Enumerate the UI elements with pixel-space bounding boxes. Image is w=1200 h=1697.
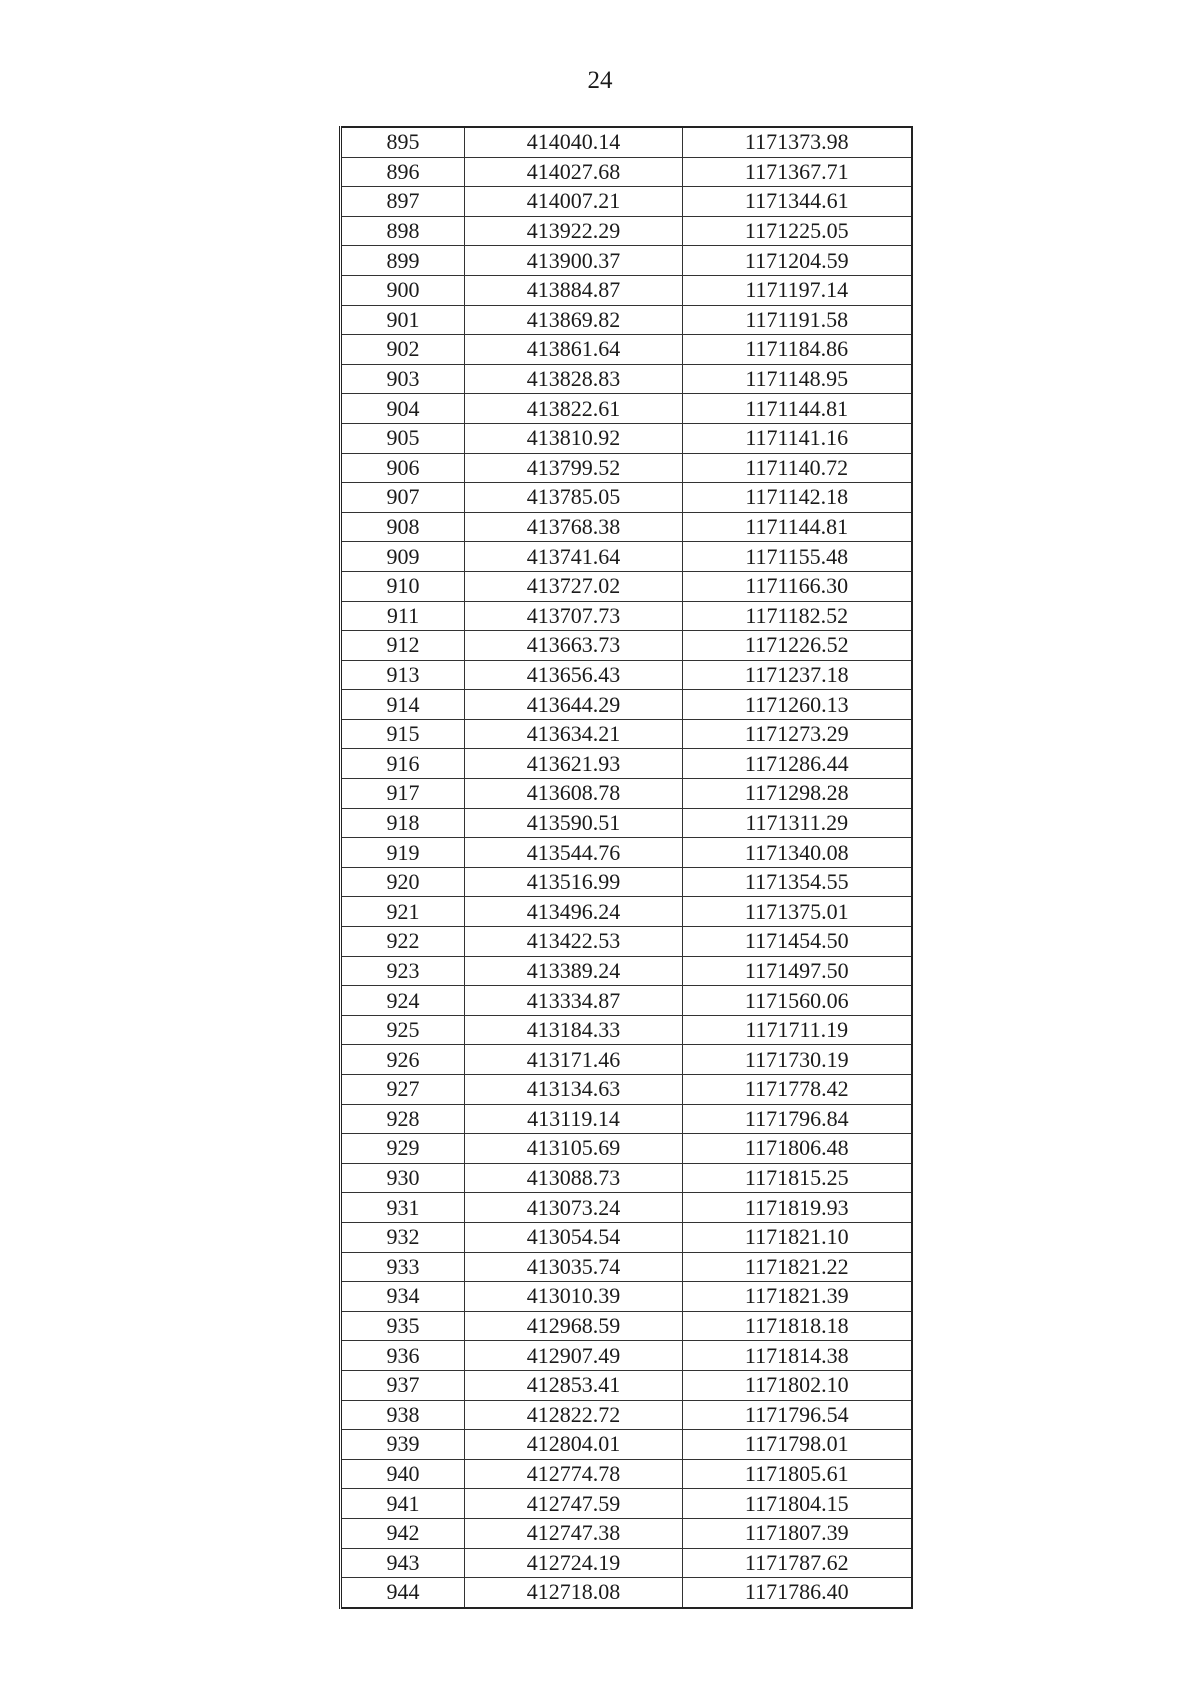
table-row (341, 1459, 912, 1489)
y-coordinate-cell: 1171367.71 (683, 157, 912, 187)
x-coordinate-cell: 413516.99 (465, 867, 683, 897)
y-coordinate-cell: 1171802.10 (683, 1370, 912, 1400)
y-coordinate-cell: 1171804.15 (683, 1489, 912, 1519)
table-row (341, 1370, 912, 1400)
y-coordinate-cell: 1171711.19 (683, 1015, 912, 1045)
point-number-cell: 901 (341, 305, 465, 335)
point-number-cell: 912 (341, 631, 465, 661)
table-row (341, 897, 912, 927)
y-coordinate-cell: 1171140.72 (683, 453, 912, 483)
point-number-cell: 943 (341, 1548, 465, 1578)
table-row (341, 394, 912, 424)
y-coordinate-cell: 1171286.44 (683, 749, 912, 779)
point-number-cell: 925 (341, 1015, 465, 1045)
point-number-cell: 898 (341, 216, 465, 246)
table-row (341, 1015, 912, 1045)
x-coordinate-cell: 412718.08 (465, 1578, 683, 1608)
point-number-cell: 928 (341, 1104, 465, 1134)
x-coordinate-cell: 413171.46 (465, 1045, 683, 1075)
y-coordinate-cell: 1171354.55 (683, 867, 912, 897)
y-coordinate-cell: 1171796.84 (683, 1104, 912, 1134)
table-row (341, 1489, 912, 1519)
table-row (341, 867, 912, 897)
x-coordinate-cell: 413861.64 (465, 335, 683, 365)
y-coordinate-cell: 1171184.86 (683, 335, 912, 365)
y-coordinate-cell: 1171191.58 (683, 305, 912, 335)
point-number-cell: 903 (341, 364, 465, 394)
point-number-cell: 920 (341, 867, 465, 897)
y-coordinate-cell: 1171821.10 (683, 1222, 912, 1252)
x-coordinate-cell: 413010.39 (465, 1282, 683, 1312)
y-coordinate-cell: 1171806.48 (683, 1134, 912, 1164)
x-coordinate-cell: 413785.05 (465, 483, 683, 513)
point-number-cell: 897 (341, 187, 465, 217)
y-coordinate-cell: 1171560.06 (683, 986, 912, 1016)
y-coordinate-cell: 1171375.01 (683, 897, 912, 927)
x-coordinate-cell: 413334.87 (465, 986, 683, 1016)
y-coordinate-cell: 1171373.98 (683, 127, 912, 157)
table-row (341, 779, 912, 809)
table-row (341, 1193, 912, 1223)
table-row (341, 1134, 912, 1164)
point-number-cell: 938 (341, 1400, 465, 1430)
y-coordinate-cell: 1171141.16 (683, 423, 912, 453)
point-number-cell: 927 (341, 1075, 465, 1105)
point-number-cell: 936 (341, 1341, 465, 1371)
y-coordinate-cell: 1171144.81 (683, 512, 912, 542)
y-coordinate-cell: 1171298.28 (683, 779, 912, 809)
table-row (341, 571, 912, 601)
point-number-cell: 939 (341, 1430, 465, 1460)
table-row (341, 453, 912, 483)
y-coordinate-cell: 1171815.25 (683, 1163, 912, 1193)
point-number-cell: 914 (341, 690, 465, 720)
y-coordinate-cell: 1171821.22 (683, 1252, 912, 1282)
x-coordinate-cell: 413663.73 (465, 631, 683, 661)
y-coordinate-cell: 1171260.13 (683, 690, 912, 720)
table-row (341, 423, 912, 453)
x-coordinate-cell: 413900.37 (465, 246, 683, 276)
x-coordinate-cell: 413869.82 (465, 305, 683, 335)
table-row (341, 1430, 912, 1460)
point-number-cell: 935 (341, 1311, 465, 1341)
table-row (341, 749, 912, 779)
x-coordinate-cell: 413590.51 (465, 808, 683, 838)
y-coordinate-cell: 1171166.30 (683, 571, 912, 601)
x-coordinate-cell: 412724.19 (465, 1548, 683, 1578)
x-coordinate-cell: 413727.02 (465, 571, 683, 601)
table-row (341, 1311, 912, 1341)
table-row (341, 719, 912, 749)
y-coordinate-cell: 1171142.18 (683, 483, 912, 513)
y-coordinate-cell: 1171819.93 (683, 1193, 912, 1223)
point-number-cell: 908 (341, 512, 465, 542)
table-row (341, 1282, 912, 1312)
x-coordinate-cell: 413822.61 (465, 394, 683, 424)
coordinates-table (339, 126, 913, 1609)
point-number-cell: 922 (341, 927, 465, 957)
point-number-cell: 919 (341, 838, 465, 868)
table-row (341, 542, 912, 572)
x-coordinate-cell: 413799.52 (465, 453, 683, 483)
x-coordinate-cell: 413768.38 (465, 512, 683, 542)
y-coordinate-cell: 1171182.52 (683, 601, 912, 631)
table-row (341, 1400, 912, 1430)
x-coordinate-cell: 413810.92 (465, 423, 683, 453)
point-number-cell: 909 (341, 542, 465, 572)
y-coordinate-cell: 1171273.29 (683, 719, 912, 749)
x-coordinate-cell: 413608.78 (465, 779, 683, 809)
point-number-cell: 933 (341, 1252, 465, 1282)
table-row (341, 364, 912, 394)
y-coordinate-cell: 1171807.39 (683, 1518, 912, 1548)
x-coordinate-cell: 413741.64 (465, 542, 683, 572)
table-row (341, 956, 912, 986)
table-row (341, 1222, 912, 1252)
point-number-cell: 929 (341, 1134, 465, 1164)
x-coordinate-cell: 413054.54 (465, 1222, 683, 1252)
point-number-cell: 896 (341, 157, 465, 187)
table-row (341, 690, 912, 720)
x-coordinate-cell: 414007.21 (465, 187, 683, 217)
point-number-cell: 907 (341, 483, 465, 513)
y-coordinate-cell: 1171805.61 (683, 1459, 912, 1489)
y-coordinate-cell: 1171796.54 (683, 1400, 912, 1430)
x-coordinate-cell: 413634.21 (465, 719, 683, 749)
x-coordinate-cell: 413644.29 (465, 690, 683, 720)
table-row (341, 1075, 912, 1105)
table-row (341, 1045, 912, 1075)
table-row (341, 986, 912, 1016)
point-number-cell: 930 (341, 1163, 465, 1193)
x-coordinate-cell: 412907.49 (465, 1341, 683, 1371)
x-coordinate-cell: 413088.73 (465, 1163, 683, 1193)
y-coordinate-cell: 1171144.81 (683, 394, 912, 424)
x-coordinate-cell: 413422.53 (465, 927, 683, 957)
x-coordinate-cell: 413884.87 (465, 275, 683, 305)
y-coordinate-cell: 1171786.40 (683, 1578, 912, 1608)
x-coordinate-cell: 412747.59 (465, 1489, 683, 1519)
page-number: 24 (587, 67, 613, 94)
x-coordinate-cell: 413496.24 (465, 897, 683, 927)
point-number-cell: 895 (341, 127, 465, 157)
point-number-cell: 926 (341, 1045, 465, 1075)
table-row (341, 1163, 912, 1193)
table-row (341, 808, 912, 838)
x-coordinate-cell: 414040.14 (465, 127, 683, 157)
point-number-cell: 923 (341, 956, 465, 986)
x-coordinate-cell: 413828.83 (465, 364, 683, 394)
table-row (341, 1104, 912, 1134)
point-number-cell: 924 (341, 986, 465, 1016)
x-coordinate-cell: 413544.76 (465, 838, 683, 868)
x-coordinate-cell: 412968.59 (465, 1311, 683, 1341)
x-coordinate-cell: 413105.69 (465, 1134, 683, 1164)
point-number-cell: 937 (341, 1370, 465, 1400)
x-coordinate-cell: 413656.43 (465, 660, 683, 690)
point-number-cell: 940 (341, 1459, 465, 1489)
y-coordinate-cell: 1171311.29 (683, 808, 912, 838)
point-number-cell: 906 (341, 453, 465, 483)
point-number-cell: 904 (341, 394, 465, 424)
table-row (341, 1341, 912, 1371)
x-coordinate-cell: 413922.29 (465, 216, 683, 246)
point-number-cell: 917 (341, 779, 465, 809)
y-coordinate-cell: 1171237.18 (683, 660, 912, 690)
table-row (341, 275, 912, 305)
x-coordinate-cell: 413184.33 (465, 1015, 683, 1045)
table-row (341, 1548, 912, 1578)
y-coordinate-cell: 1171225.05 (683, 216, 912, 246)
point-number-cell: 916 (341, 749, 465, 779)
table-row (341, 127, 912, 157)
x-coordinate-cell: 413073.24 (465, 1193, 683, 1223)
y-coordinate-cell: 1171340.08 (683, 838, 912, 868)
point-number-cell: 918 (341, 808, 465, 838)
table-row (341, 305, 912, 335)
table-row (341, 927, 912, 957)
x-coordinate-cell: 412822.72 (465, 1400, 683, 1430)
point-number-cell: 915 (341, 719, 465, 749)
table-row (341, 246, 912, 276)
x-coordinate-cell: 413389.24 (465, 956, 683, 986)
point-number-cell: 902 (341, 335, 465, 365)
x-coordinate-cell: 413621.93 (465, 749, 683, 779)
point-number-cell: 900 (341, 275, 465, 305)
point-number-cell: 942 (341, 1518, 465, 1548)
point-number-cell: 910 (341, 571, 465, 601)
y-coordinate-cell: 1171155.48 (683, 542, 912, 572)
y-coordinate-cell: 1171821.39 (683, 1282, 912, 1312)
y-coordinate-cell: 1171814.38 (683, 1341, 912, 1371)
table-row (341, 335, 912, 365)
point-number-cell: 941 (341, 1489, 465, 1519)
y-coordinate-cell: 1171226.52 (683, 631, 912, 661)
x-coordinate-cell: 412853.41 (465, 1370, 683, 1400)
point-number-cell: 899 (341, 246, 465, 276)
y-coordinate-cell: 1171454.50 (683, 927, 912, 957)
table-row (341, 216, 912, 246)
table-row (341, 1578, 912, 1608)
x-coordinate-cell: 414027.68 (465, 157, 683, 187)
table-row (341, 660, 912, 690)
y-coordinate-cell: 1171787.62 (683, 1548, 912, 1578)
y-coordinate-cell: 1171148.95 (683, 364, 912, 394)
table-row (341, 512, 912, 542)
table-row (341, 483, 912, 513)
table-row (341, 631, 912, 661)
point-number-cell: 911 (341, 601, 465, 631)
y-coordinate-cell: 1171818.18 (683, 1311, 912, 1341)
point-number-cell: 905 (341, 423, 465, 453)
y-coordinate-cell: 1171204.59 (683, 246, 912, 276)
x-coordinate-cell: 413119.14 (465, 1104, 683, 1134)
point-number-cell: 934 (341, 1282, 465, 1312)
y-coordinate-cell: 1171730.19 (683, 1045, 912, 1075)
point-number-cell: 913 (341, 660, 465, 690)
point-number-cell: 921 (341, 897, 465, 927)
x-coordinate-cell: 413134.63 (465, 1075, 683, 1105)
x-coordinate-cell: 413035.74 (465, 1252, 683, 1282)
x-coordinate-cell: 412747.38 (465, 1518, 683, 1548)
table-row (341, 157, 912, 187)
x-coordinate-cell: 413707.73 (465, 601, 683, 631)
point-number-cell: 931 (341, 1193, 465, 1223)
table-row (341, 1252, 912, 1282)
point-number-cell: 932 (341, 1222, 465, 1252)
y-coordinate-cell: 1171798.01 (683, 1430, 912, 1460)
y-coordinate-cell: 1171497.50 (683, 956, 912, 986)
coordinates-table-body (341, 127, 912, 1608)
table-row (341, 187, 912, 217)
x-coordinate-cell: 412774.78 (465, 1459, 683, 1489)
y-coordinate-cell: 1171344.61 (683, 187, 912, 217)
table-row (341, 1518, 912, 1548)
y-coordinate-cell: 1171197.14 (683, 275, 912, 305)
x-coordinate-cell: 412804.01 (465, 1430, 683, 1460)
table-row (341, 838, 912, 868)
point-number-cell: 944 (341, 1578, 465, 1608)
y-coordinate-cell: 1171778.42 (683, 1075, 912, 1105)
table-row (341, 601, 912, 631)
